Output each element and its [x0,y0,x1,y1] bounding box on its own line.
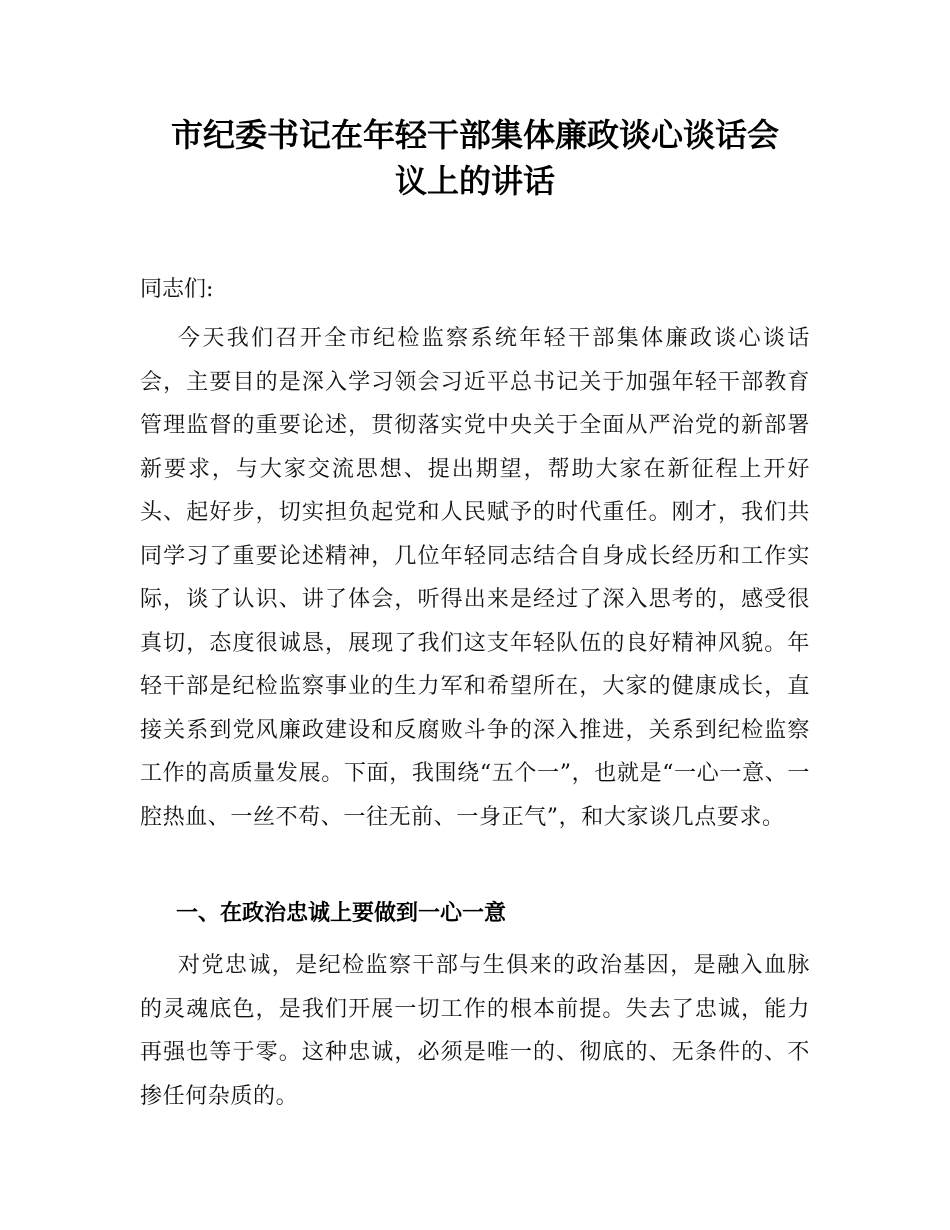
body-paragraph-intro: 今天我们召开全市纪检监察系统年轻干部集体廉政谈心谈话会，主要目的是深入学习领会习近平总书记关于加强年轻干部教育管理监督的重要论述，贯彻落实党中央关于全面从严治党的新部署新要求，与大家交流思想、提出期望，帮助大家在新征程上开好头、起好步，切实担负起党和人民赋予的时代重任。刚才，我们共同学习了重要论述精神，几位年轻同志结合自身成长经历和工作实际，谈了认识、讲了体会，听得出来是经过了深入思考的，感受很真切，态度很诚恳，展现了我们这支年轻队伍的良好精神风貌。年轻干部是纪检监察事业的生力军和希望所在，大家的健康成长，直接关系到党风廉政建设和反腐败斗争的深入推进，关系到纪检监察工作的高质量发展。下面，我围绕“五个一”，也就是“一心一意、一腔热血、一丝不苟、一往无前、一身正气”，和大家谈几点要求。 [140,326,810,830]
body-paragraph-loyalty: 对党忠诚，是纪检监察干部与生俱来的政治基因，是融入血脉的灵魂底色，是我们开展一切工作的根本前提。失去了忠诚，能力再强也等于零。这种忠诚，必须是唯一的、彻底的、无条件的、不掺任何杂质的。 [140,953,810,1109]
title-line-1: 市纪委书记在年轻干部集体廉政谈心谈话会 [170,116,779,154]
document-title [140,112,810,204]
salutation: 同志们: [140,277,214,302]
title-line-2: 议上的讲话 [394,162,555,200]
section-heading-1: 一、在政治忠诚上要做到一心一意 [176,901,507,926]
